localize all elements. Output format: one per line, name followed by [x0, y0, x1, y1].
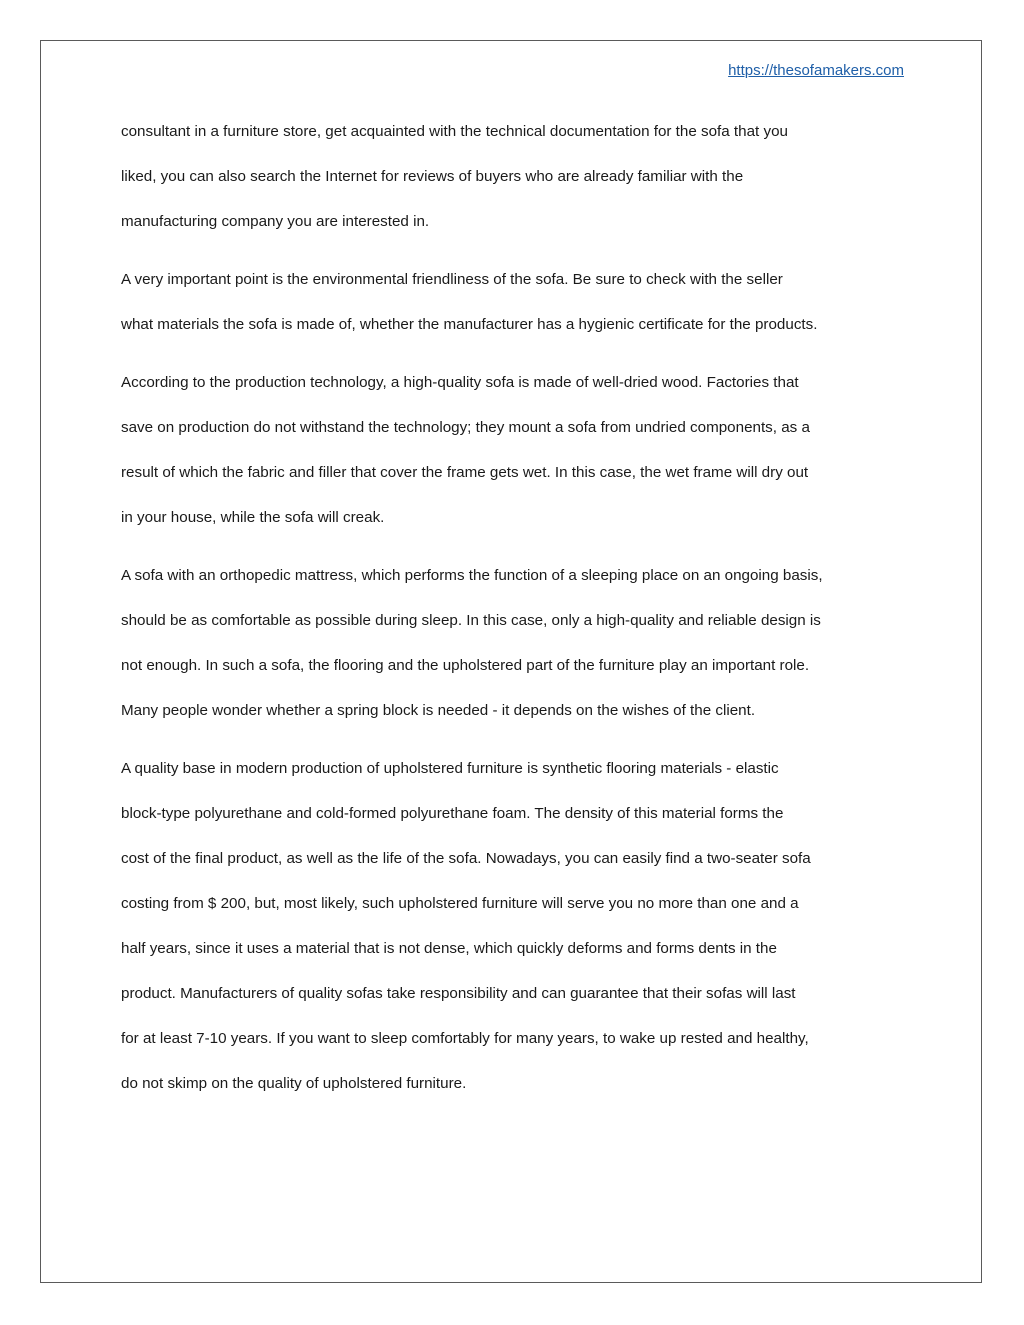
text-line: A sofa with an orthopedic mattress, which performs the function of a sleeping place on an ongoing basis, [121, 567, 823, 584]
text-line: liked, you can also search the Internet for reviews of buyers who are already familiar with the [121, 168, 744, 185]
paragraph [121, 257, 921, 347]
paragraph [121, 109, 921, 244]
text-line: result of which the fabric and filler that cover the frame gets wet. In this case, the wet frame will dry out [121, 464, 809, 481]
text-line: product. Manufacturers of quality sofas take responsibility and can guarantee that their sofas will last [121, 985, 796, 1002]
text-line: not enough. In such a sofa, the flooring and the upholstered part of the furniture play an important role. [121, 657, 810, 674]
text-line: save on production do not withstand the technology; they mount a sofa from undried components, as a [121, 419, 810, 436]
text-line: in your house, while the sofa will creak. [121, 509, 385, 526]
text-line: cost of the final product, as well as the life of the sofa. Nowadays, you can easily find a two-seater sofa [121, 850, 811, 867]
paragraph [121, 553, 921, 733]
text-line: should be as comfortable as possible during sleep. In this case, only a high-quality and reliable design is [121, 612, 821, 629]
text-line: what materials the sofa is made of, whether the manufacturer has a hygienic certificate for the products. [121, 316, 818, 333]
text-line: A quality base in modern production of upholstered furniture is synthetic flooring materials - elastic [121, 760, 779, 777]
text-line: do not skimp on the quality of upholstered furniture. [121, 1075, 467, 1092]
paragraph [121, 360, 921, 540]
site-link[interactable]: https://thesofamakers.com [728, 62, 904, 79]
document-body [121, 109, 921, 1119]
text-line: A very important point is the environmental friendliness of the sofa. Be sure to check with the seller [121, 271, 783, 288]
text-line: half years, since it uses a material that is not dense, which quickly deforms and forms dents in the [121, 940, 777, 957]
text-line: costing from $ 200, but, most likely, such upholstered furniture will serve you no more than one and a [121, 895, 799, 912]
text-line: Many people wonder whether a spring block is needed - it depends on the wishes of the client. [121, 702, 756, 719]
text-line: consultant in a furniture store, get acquainted with the technical documentation for the sofa that you [121, 123, 788, 140]
paragraph [121, 746, 921, 1106]
text-line: According to the production technology, a high-quality sofa is made of well-dried wood. Factories that [121, 374, 799, 391]
text-line: block-type polyurethane and cold-formed polyurethane foam. The density of this material forms the [121, 805, 784, 822]
text-line: for at least 7-10 years. If you want to sleep comfortably for many years, to wake up rested and healthy, [121, 1030, 809, 1047]
text-line: manufacturing company you are interested in. [121, 213, 430, 230]
